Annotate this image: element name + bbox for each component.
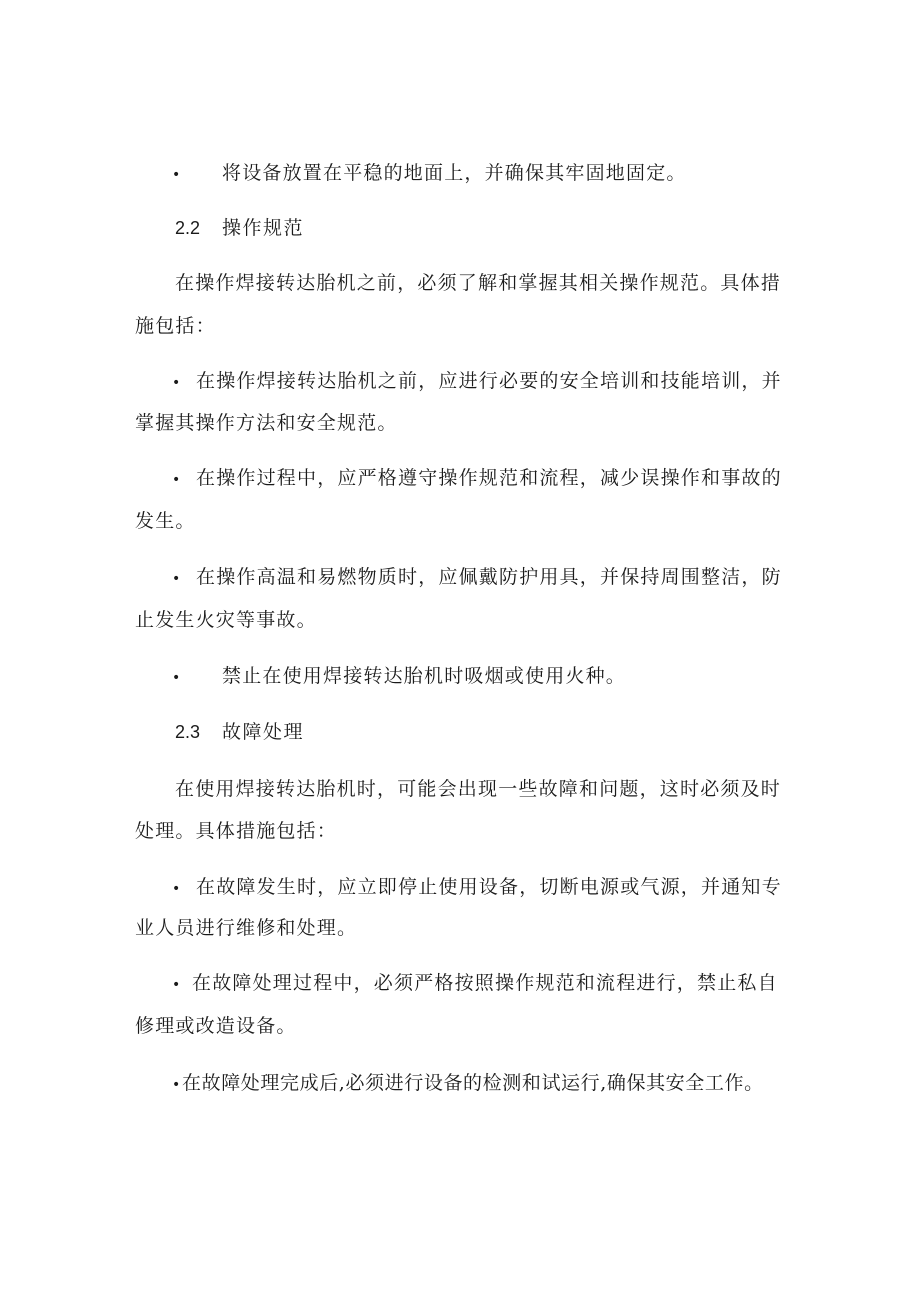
bullet-icon: • <box>172 472 181 488</box>
section-number-2-2: 2.2 <box>175 218 201 238</box>
placement-bullet-text: 将设备放置在平稳的地面上，并确保其牢固地固定。 <box>222 162 687 184</box>
section-number-2-3: 2.3 <box>175 722 201 742</box>
bullet-icon: • <box>172 167 181 183</box>
bullet-icon: • <box>172 670 181 686</box>
section-2-2-bullet3-line2: 止发生火灾等事故。 <box>135 609 317 631</box>
section-title-2-2: 操作规范 <box>222 217 305 239</box>
section-2-2-intro-line2: 施包括： <box>135 315 216 337</box>
section-2-3-bullet2-line2: 修理或改造设备。 <box>135 1015 297 1037</box>
section-2-2-bullet1-line2: 掌握其操作方法和安全规范。 <box>135 412 398 434</box>
bullet-icon: • <box>172 881 181 897</box>
section-2-2-bullet3-line1: 在操作高温和易燃物质时，应佩戴防护用具，并保持周围整洁，防 <box>196 566 782 588</box>
section-2-2-bullet2-line2: 发生。 <box>135 510 196 532</box>
section-2-2-bullet2-line1: 在操作过程中，应严格遵守操作规范和流程，减少误操作和事故的 <box>196 467 782 489</box>
section-2-3-bullet1-line2: 业人员进行维修和处理。 <box>135 917 358 939</box>
section-2-2-intro-line1: 在操作焊接转达胎机之前，必须了解和掌握其相关操作规范。具体措 <box>175 272 782 294</box>
section-2-3-bullet1-line1: 在故障发生时，应立即停止使用设备，切断电源或气源，并通知专 <box>196 876 782 898</box>
bullet-icon: • <box>172 571 181 587</box>
section-2-3-bullet3: 在故障处理完成后,必须进行设备的检测和试运行,确保其安全工作。 <box>182 1072 764 1094</box>
bullet-icon: • <box>172 1077 181 1093</box>
section-2-3-bullet2-line1: 在故障处理过程中，必须严格按照操作规范和流程进行，禁止私自 <box>192 972 778 994</box>
section-2-3-intro-line2: 处理。具体措施包括： <box>135 820 338 842</box>
bullet-icon: • <box>172 977 181 993</box>
section-2-2-bullet4: 禁止在使用焊接转达胎机时吸烟或使用火种。 <box>222 665 627 687</box>
section-2-3-intro-line1: 在使用焊接转达胎机时，可能会出现一些故障和问题，这时必须及时 <box>175 778 782 800</box>
bullet-icon: • <box>172 375 181 391</box>
section-2-2-bullet1-line1: 在操作焊接转达胎机之前，应进行必要的安全培训和技能培训，并 <box>196 370 782 392</box>
section-title-2-3: 故障处理 <box>222 721 305 743</box>
